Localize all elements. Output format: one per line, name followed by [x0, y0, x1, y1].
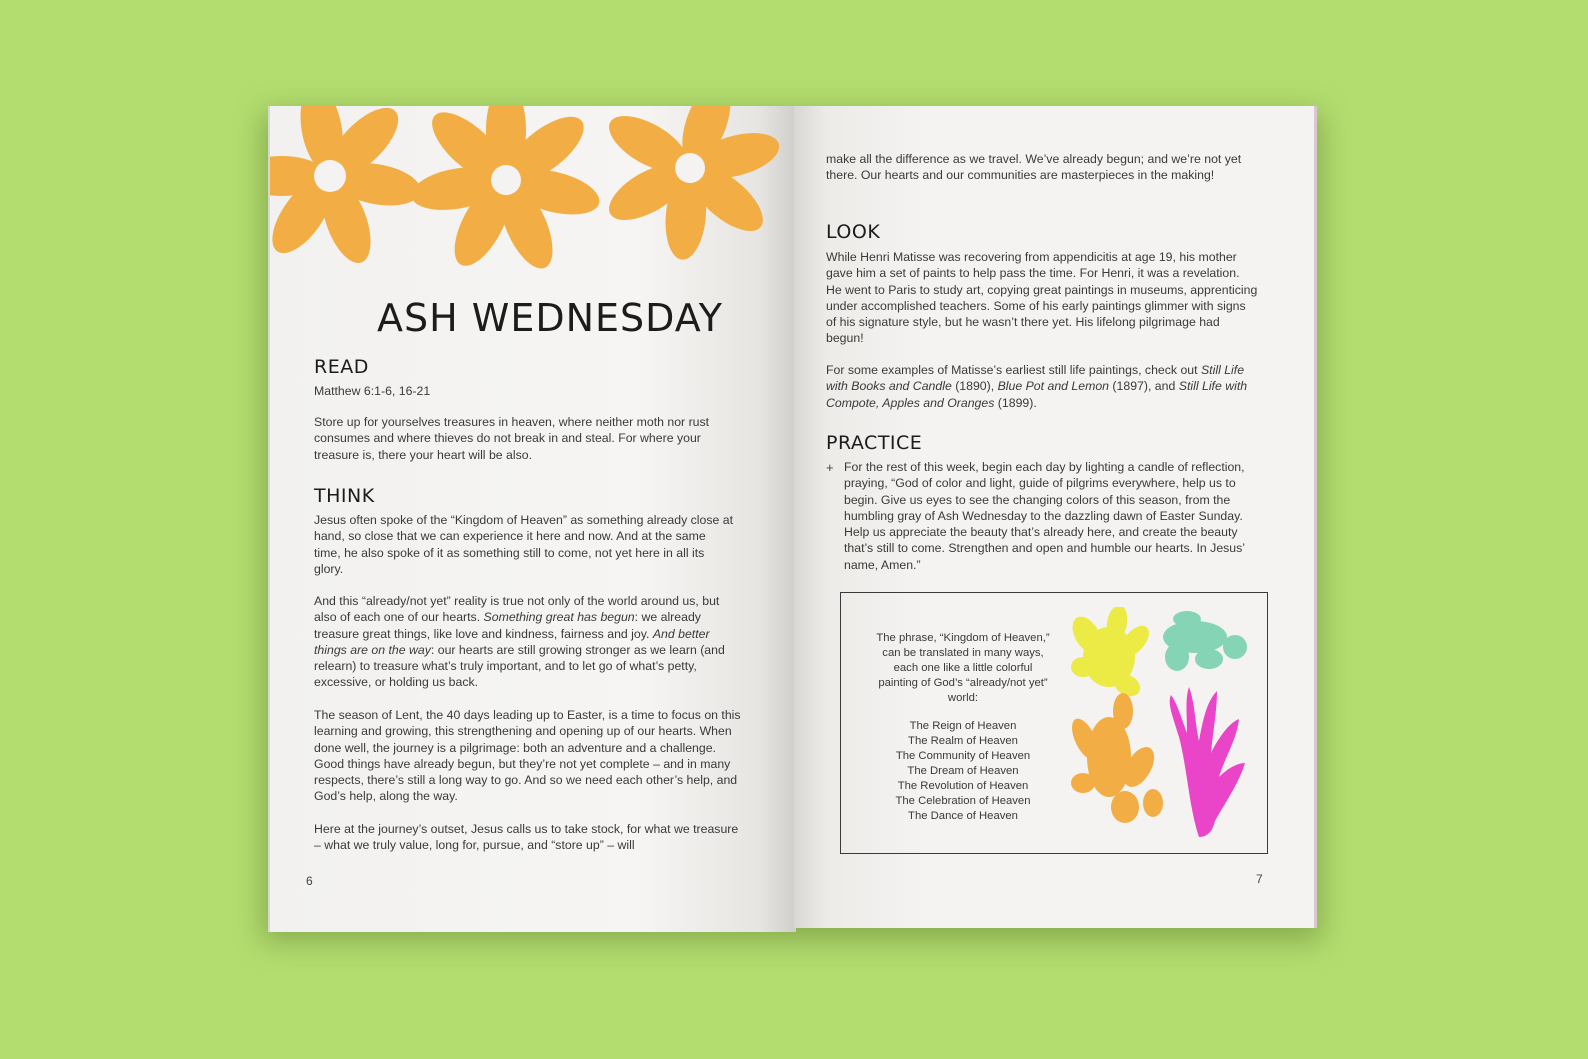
think-paragraph-1: Jesus often spoke of the “Kingdom of Heaven” as something already close at hand, so close that we can experience it here and now. And at the same time, he also spoke of it as something still to come, not yet here in all its glory.: [314, 513, 734, 576]
list-item: The Revolution of Heaven: [897, 780, 1029, 792]
think-paragraph-2: [314, 593, 744, 691]
list-item: The Community of Heaven: [895, 750, 1031, 762]
orange-cutout: [1069, 693, 1163, 823]
think-p2-italic: Something great has begun: [483, 610, 635, 625]
think-heading: THINK: [314, 485, 375, 507]
teal-cutout: [1163, 611, 1247, 671]
read-reference: Matthew 6:1-6, 16-21: [314, 384, 431, 398]
practice-heading: PRACTICE: [826, 432, 923, 454]
look-paragraph-1: While Henri Matisse was recovering from appendicitis at age 19, his mother gave him a set of paints to help pass the time. For Henri, it was a revelation. He went to Paris to study art, copying great paintings in museums, apprenticing under accomplished teachers. Some of his early paintings glimmer with signs of his signature style, but he wasn’t there yet. His lifelong pilgrimage had begun!: [826, 250, 1258, 346]
box-intro: The phrase, “Kingdom of Heaven,” can be translated in many ways, each one like a little colorful painting of God’s “already/not yet” world:: [876, 632, 1050, 704]
list-item: The Reign of Heaven: [909, 720, 1017, 732]
continuation-text: make all the difference as we travel. We’ve already begun; and we’re not yet there. Our hearts and our communities are masterpieces in the making!: [826, 152, 1242, 183]
practice-bullet: +: [826, 460, 834, 475]
think-p2-part: : we already treasure great things, like love and kindness, fairness and joy.: [314, 610, 701, 641]
right-page: [794, 106, 1317, 928]
read-passage: Store up for yourselves treasures in heaven, where neither moth nor rust consumes and where thieves do not break in and steal. For where your treasure is, there your heart will be also.: [314, 415, 710, 462]
look-paragraph-2: [826, 362, 1258, 411]
look-p2-italic: Still Life with Books and Candle: [826, 363, 1245, 394]
list-item: The Celebration of Heaven: [895, 795, 1031, 807]
list-item: The Dream of Heaven: [907, 765, 1019, 777]
look-p2-part: (1890),: [951, 379, 998, 394]
kingdom-of-heaven-box: [840, 592, 1268, 854]
look-p2-part: (1897), and: [1109, 379, 1179, 394]
orange-flower-cutouts: [270, 106, 796, 286]
page-number-right: 7: [1256, 872, 1263, 886]
look-heading: LOOK: [826, 221, 881, 243]
list-item: The Dance of Heaven: [908, 810, 1018, 822]
magenta-cutout: [1170, 687, 1245, 837]
page-title: ASH WEDNESDAY: [376, 296, 724, 340]
think-p2-part: : our hearts are still growing stronger as we learn (and relearn) to treasure what’s truly important, and to let go of what’s petty, excessive, or holding us back.: [314, 642, 725, 690]
think-paragraph-3: The season of Lent, the 40 days leading up to Easter, is a time to focus on this learning and growing, this strengthening and opening up of our hearts. When done well, the journey is a pilgrimage: both an adventure and a challenge. Good things have already begun, but they’re not yet complete – and in many respects, there’s still a long way to go. And so we need each other’s help, and God’s help, along the way.: [314, 708, 741, 804]
look-p2-italic: Blue Pot and Lemon: [997, 379, 1110, 394]
think-paragraph-4: Here at the journey’s outset, Jesus calls us to take stock, for what we treasure – what we truly value, long for, pursue, and “store up” – will: [314, 822, 739, 853]
read-heading: READ: [314, 356, 369, 378]
matisse-cutout-art: [1069, 607, 1259, 843]
look-p2-italic: Still Life with Compote, Apples and Oranges: [826, 379, 1248, 410]
look-p2-part: For some examples of Matisse’s earliest still life paintings, check out: [826, 363, 1201, 377]
practice-text: For the rest of this week, begin each day by lighting a candle of reflection, praying, “God of color and light, guide of pilgrims everywhere, help us to begin. Give us eyes to see the changing colors of this season, from the humbling gray of Ash Wednesday to the dazzling dawn of Easter Sunday. Help us appreciate the beauty that’s already here, and create the beauty that’s still to come. Strengthen and open and humble our hearts. In Jesus’ name, Amen.”: [844, 460, 1245, 572]
think-p2-part: And this “already/not yet” reality is true not only of the world around us, but also of each one of our hearts.: [314, 594, 720, 625]
think-p2-italic: And better things are on the way: [314, 626, 710, 657]
left-page: [268, 106, 796, 932]
list-item: The Realm of Heaven: [908, 735, 1018, 747]
page-number-left: 6: [306, 874, 313, 888]
yellow-cutout: [1069, 607, 1154, 701]
translations-list: [875, 719, 1051, 824]
look-p2-part: (1899).: [994, 395, 1037, 410]
